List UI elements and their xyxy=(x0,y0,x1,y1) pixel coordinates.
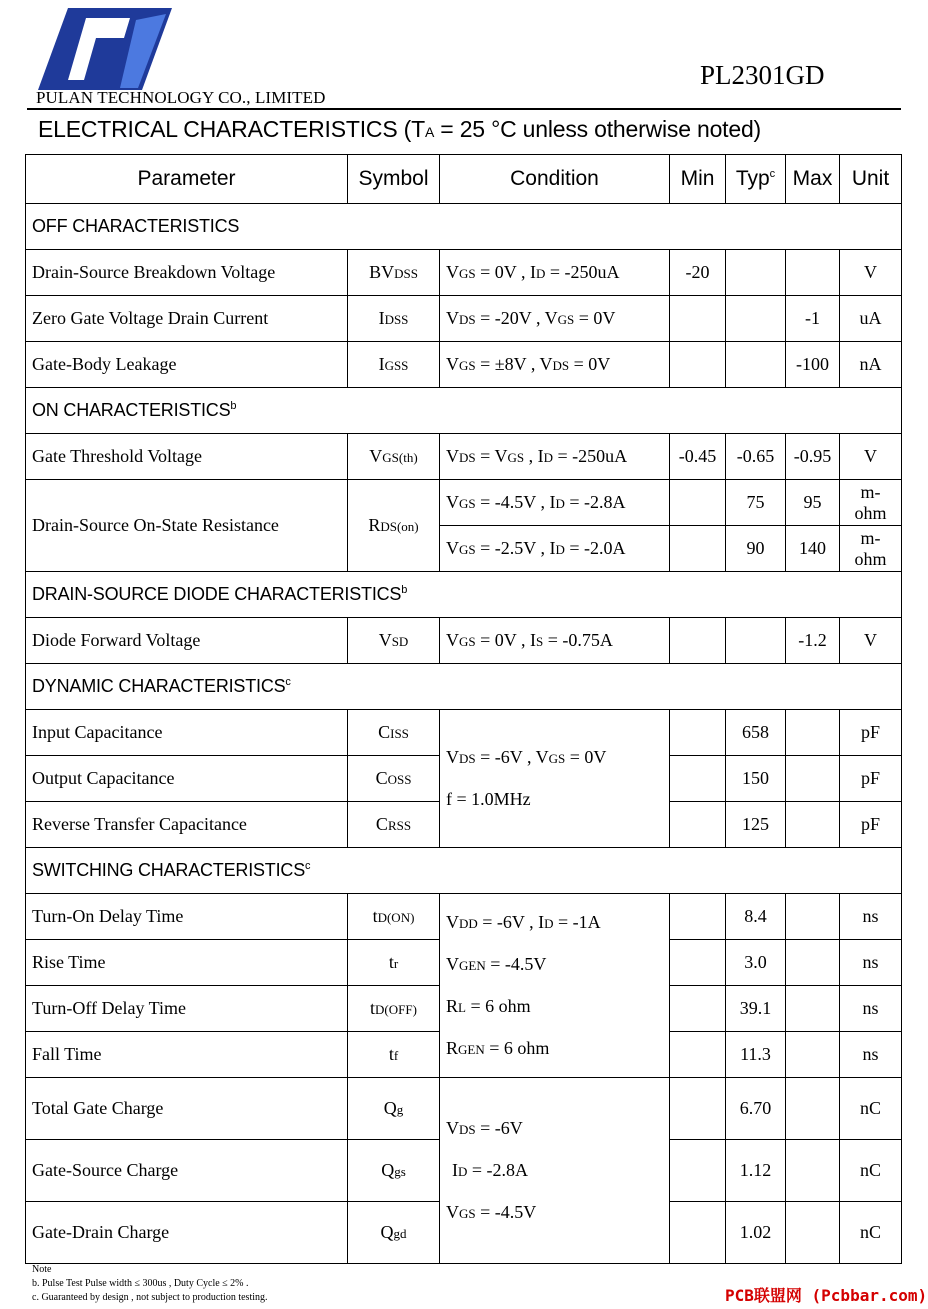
watermark: PCB联盟网 (Pcbbar.com) xyxy=(725,1286,928,1305)
unit-cell: pF xyxy=(840,802,902,848)
table-row xyxy=(26,342,902,388)
param-cell: Gate Threshold Voltage xyxy=(26,434,348,480)
symbol-cell: tr xyxy=(348,940,440,986)
max-cell xyxy=(786,1032,840,1078)
unit-cell: nC xyxy=(840,1078,902,1140)
min-cell xyxy=(670,1032,726,1078)
header-row xyxy=(26,155,902,204)
min-cell xyxy=(670,940,726,986)
symbol-cell: CISS xyxy=(348,710,440,756)
col-unit: Unit xyxy=(840,155,902,204)
param-cell: Gate-Source Charge xyxy=(26,1140,348,1202)
section-switching: SWITCHING CHARACTERISTICS$^c$ xyxy=(26,848,902,894)
col-symbol: Symbol xyxy=(348,155,440,204)
unit-cell: ns xyxy=(840,1032,902,1078)
unit-cell: uA xyxy=(840,296,902,342)
max-cell xyxy=(786,940,840,986)
pulan-logo xyxy=(38,8,172,90)
min-cell xyxy=(670,526,726,572)
max-cell xyxy=(786,756,840,802)
typ-cell: 150 xyxy=(726,756,786,802)
param-cell: Zero Gate Voltage Drain Current xyxy=(26,296,348,342)
symbol-cell: VSD xyxy=(348,618,440,664)
min-cell xyxy=(670,618,726,664)
symbol-cell: tD(OFF) xyxy=(348,986,440,1032)
param-cell: Reverse Transfer Capacitance xyxy=(26,802,348,848)
unit-cell: nA xyxy=(840,342,902,388)
section-diode: DRAIN-SOURCE DIODE CHARACTERISTICS$^b$ xyxy=(26,572,902,618)
symbol-cell: BVDSS xyxy=(348,250,440,296)
footnotes xyxy=(32,1263,268,1305)
max-cell xyxy=(786,986,840,1032)
symbol-cell: Qgd xyxy=(348,1202,440,1264)
condition-cell: VDS = -6V ID = -2.8A VGS = -4.5V xyxy=(440,1078,670,1264)
param-cell: Gate-Body Leakage xyxy=(26,342,348,388)
symbol-cell: tf xyxy=(348,1032,440,1078)
section-off: OFF CHARACTERISTICS xyxy=(26,204,902,250)
typ-cell xyxy=(726,250,786,296)
typ-cell: 39.1 xyxy=(726,986,786,1032)
max-cell: -1 xyxy=(786,296,840,342)
typ-cell: 1.02 xyxy=(726,1202,786,1264)
param-cell: Drain-Source On-State Resistance xyxy=(26,480,348,572)
electrical-characteristics-table xyxy=(25,154,902,1264)
param-cell: Drain-Source Breakdown Voltage xyxy=(26,250,348,296)
min-cell xyxy=(670,1140,726,1202)
max-cell xyxy=(786,1202,840,1264)
symbol-cell: IGSS xyxy=(348,342,440,388)
min-cell xyxy=(670,756,726,802)
symbol-cell: Qgs xyxy=(348,1140,440,1202)
max-cell: -100 xyxy=(786,342,840,388)
symbol-cell: Qg xyxy=(348,1078,440,1140)
min-cell: -0.45 xyxy=(670,434,726,480)
col-min: Min xyxy=(670,155,726,204)
param-cell: Input Capacitance xyxy=(26,710,348,756)
typ-cell xyxy=(726,342,786,388)
company-name: PULAN TECHNOLOGY CO., LIMITED xyxy=(36,88,326,107)
unit-cell: ns xyxy=(840,894,902,940)
typ-cell: 3.0 xyxy=(726,940,786,986)
symbol-cell: IDSS xyxy=(348,296,440,342)
typ-cell: -0.65 xyxy=(726,434,786,480)
min-cell xyxy=(670,1202,726,1264)
min-cell xyxy=(670,480,726,526)
typ-cell: 90 xyxy=(726,526,786,572)
typ-cell: 11.3 xyxy=(726,1032,786,1078)
title-main: ELECTRICAL CHARACTERISTICS (T xyxy=(38,116,425,142)
unit-cell: m-ohm xyxy=(840,526,902,572)
min-cell xyxy=(670,1078,726,1140)
min-cell xyxy=(670,342,726,388)
table-row xyxy=(26,894,902,940)
unit-cell: m-ohm xyxy=(840,480,902,526)
section-on: ON CHARACTERISTICS$^b$ xyxy=(26,388,902,434)
condition-cell: VDS = -20V , VGS = 0V xyxy=(440,296,670,342)
condition-cell: VGS = 0V , IS = -0.75A xyxy=(440,618,670,664)
title-sub: A xyxy=(424,124,435,140)
typ-cell: 75 xyxy=(726,480,786,526)
max-cell xyxy=(786,710,840,756)
table-row xyxy=(26,250,902,296)
max-cell: -0.95 xyxy=(786,434,840,480)
typ-cell: 6.70 xyxy=(726,1078,786,1140)
typ-cell: 658 xyxy=(726,710,786,756)
symbol-cell: tD(ON) xyxy=(348,894,440,940)
condition-cell: VGS = -2.5V , ID = -2.0A xyxy=(440,526,670,572)
part-number: PL2301GD xyxy=(700,60,825,90)
max-cell xyxy=(786,250,840,296)
unit-cell: pF xyxy=(840,756,902,802)
typ-cell xyxy=(726,618,786,664)
min-cell xyxy=(670,986,726,1032)
max-cell xyxy=(786,1078,840,1140)
param-cell: Total Gate Charge xyxy=(26,1078,348,1140)
table-row xyxy=(26,710,902,756)
param-cell: Rise Time xyxy=(26,940,348,986)
table-row xyxy=(26,434,902,480)
min-cell xyxy=(670,802,726,848)
col-max: Max xyxy=(786,155,840,204)
section-dynamic: DYNAMIC CHARACTERISTICS$^c$ xyxy=(26,664,902,710)
symbol-cell: VGS(th) xyxy=(348,434,440,480)
typ-cell: 1.12 xyxy=(726,1140,786,1202)
page-title xyxy=(38,116,761,143)
table-row xyxy=(26,618,902,664)
unit-cell: pF xyxy=(840,710,902,756)
param-cell: Output Capacitance xyxy=(26,756,348,802)
table-row xyxy=(26,480,902,526)
condition-cell: VGS = -4.5V , ID = -2.8A xyxy=(440,480,670,526)
condition-cell: VGS = 0V , ID = -250uA xyxy=(440,250,670,296)
max-cell: 140 xyxy=(786,526,840,572)
unit-cell: nC xyxy=(840,1202,902,1264)
note-heading: Note xyxy=(32,1264,52,1275)
title-rest: = 25 °C unless otherwise noted) xyxy=(434,116,761,142)
min-cell xyxy=(670,296,726,342)
param-cell: Turn-Off Delay Time xyxy=(26,986,348,1032)
unit-cell: V xyxy=(840,618,902,664)
min-cell: -20 xyxy=(670,250,726,296)
header-divider xyxy=(27,108,901,110)
unit-cell: V xyxy=(840,250,902,296)
unit-cell: V xyxy=(840,434,902,480)
unit-cell: ns xyxy=(840,940,902,986)
col-parameter: Parameter xyxy=(26,155,348,204)
condition-cell: VDD = -6V , ID = -1A VGEN = -4.5V RL = 6 ohm RGEN = 6 ohm xyxy=(440,894,670,1078)
param-cell: Gate-Drain Charge xyxy=(26,1202,348,1264)
symbol-cell: RDS(on) xyxy=(348,480,440,572)
note-b: b. Pulse Test Pulse width ≤ 300us , Duty Cycle ≤ 2% . xyxy=(32,1278,249,1289)
condition-cell: VDS = -6V , VGS = 0V f = 1.0MHz xyxy=(440,710,670,848)
min-cell xyxy=(670,894,726,940)
condition-cell: VGS = ±8V , VDS = 0V xyxy=(440,342,670,388)
max-cell xyxy=(786,802,840,848)
max-cell: -1.2 xyxy=(786,618,840,664)
max-cell: 95 xyxy=(786,480,840,526)
param-cell: Diode Forward Voltage xyxy=(26,618,348,664)
symbol-cell: COSS xyxy=(348,756,440,802)
table-row xyxy=(26,1078,902,1140)
unit-cell: ns xyxy=(840,986,902,1032)
symbol-cell: CRSS xyxy=(348,802,440,848)
col-condition: Condition xyxy=(440,155,670,204)
col-typ: Typ$^c$ xyxy=(726,155,786,204)
unit-cell: nC xyxy=(840,1140,902,1202)
param-cell: Fall Time xyxy=(26,1032,348,1078)
max-cell xyxy=(786,1140,840,1202)
typ-cell xyxy=(726,296,786,342)
table-row xyxy=(26,296,902,342)
typ-cell: 125 xyxy=(726,802,786,848)
param-cell: Turn-On Delay Time xyxy=(26,894,348,940)
condition-cell: VDS = VGS , ID = -250uA xyxy=(440,434,670,480)
typ-cell: 8.4 xyxy=(726,894,786,940)
max-cell xyxy=(786,894,840,940)
note-c: c. Guaranteed by design , not subject to production testing. xyxy=(32,1292,268,1303)
min-cell xyxy=(670,710,726,756)
